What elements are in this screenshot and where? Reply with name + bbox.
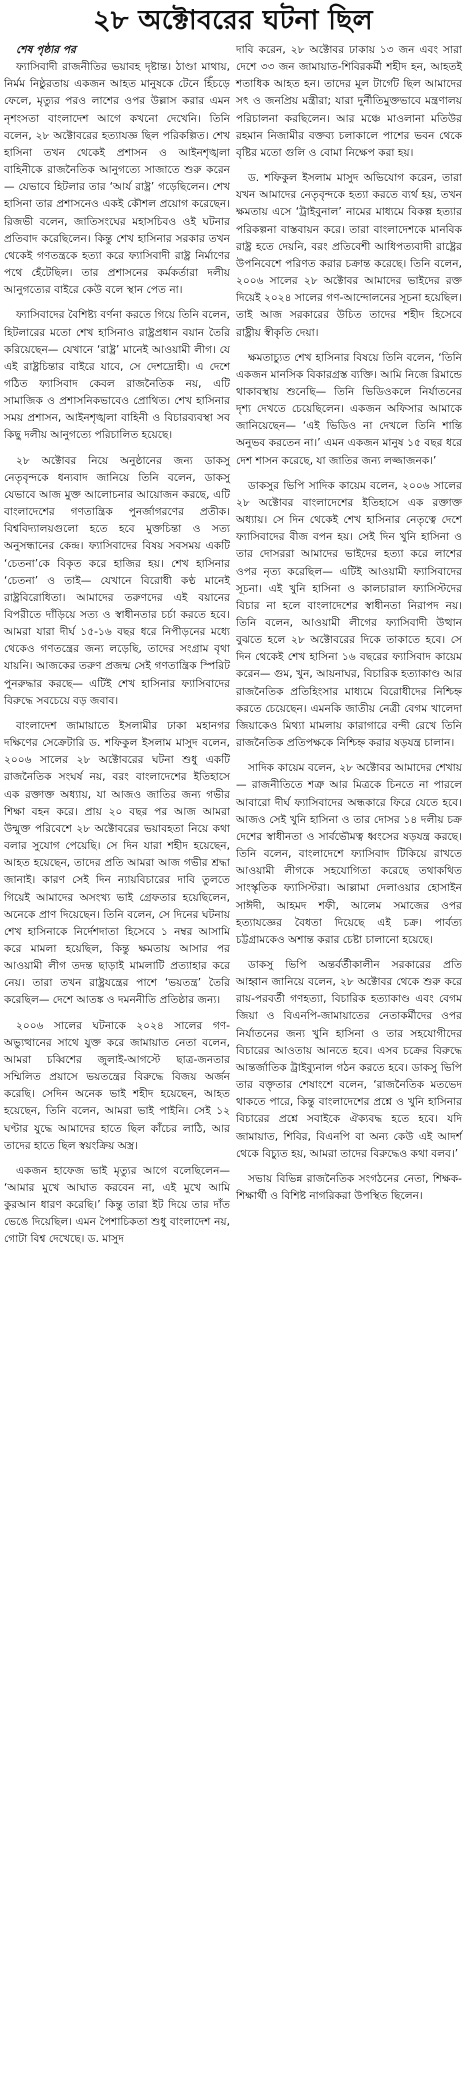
- left-column: [4, 42, 230, 1257]
- paragraph: ফ্যাসিবাদী রাজনীতির ভয়াবহ দৃষ্টান্ত। ঠাণ্ডা মাথায়, নির্মম নিষ্ঠুরতায় একজন আহত মানুষকে টেনে হিঁচড়ে ফেলে, মৃত্যুর পরও লাশের ওপর উল্লাস করার এমন নৃশংসতা বাংলাদেশ আগে কখনো দেখেনি। তিনি বলেন, ২৮ অক্টোবরের হত্যাযজ্ঞ ছিল পরিকল্পিত। শেখ হাসিনা তখন থেকেই প্রশাসন ও আইনশৃঙ্খলা বাহিনীকে রাজনৈতিক আনুগত্যে সাজাতে শুরু করেন— যেভাবে হিটলার তার ‘আর্য রাষ্ট্র’ গড়েছিলেন। শেখ হাসিনা তার প্রশাসনেও একই কৌশল প্রয়োগ করেছেন। রিজভী বলেন, জাতিসংঘের মহাসচিবও ওই ঘটনার প্রতিবাদ করেছিলেন। কিন্তু শেখ হাসিনার সরকার তখন থেকেই গণতন্ত্রকে হত্যা করে ফ্যাসিবাদী রাষ্ট্র নির্মাণের পথে হেঁটেছিল। তার প্রশাসনের কর্মকর্তারা দলীয় আনুগত্যের বাইরে কেউ বলে স্থান পেত না।: [4, 61, 230, 297]
- paragraph: একজন হাফেজ ভাই মৃত্যুর আগে বলেছিলেন— ‘আমার মুখে আঘাত করবেন না, এই মুখে আমি কুরআন ধারণ করেছি।’ কিন্তু তারা ইট দিয়ে তার দাঁত ভেঙে দিয়েছিল। এমন পৈশাচিকতা শুধু বাংলাদেশ নয়, গোটা বিশ্ব দেখেছে। ড. মাসুদ: [4, 1164, 230, 1246]
- paragraph: ২০০৬ সালের ঘটনাকে ২০২৪ সালের গণ-অভ্যুত্থানের সাথে যুক্ত করে জামায়াত নেতা বলেন, আমরা চব্বিশের জুলাই-আগস্টে ছাত্র-জনতার সম্মিলিত প্রয়াসে ভয়তন্ত্রের বিরুদ্ধে বিজয় অর্জন করেছি। সেদিন অনেক ভাই শহীদ হয়েছেন, আহত হয়েছেন, তিনি বলেন, আমরা ভাই পাইনি। সেই ১২ ঘণ্টার যুদ্ধে আমাদের হাতে ছিল কাঁচের লাঠি, আর তাদের হাতে ছিল স্বয়ংক্রিয় অস্ত্র।: [4, 1019, 230, 1152]
- paragraph: ড. শফিকুল ইসলাম মাসুদ অভিযোগ করেন, তারা যখন আমাদের নেতৃবৃন্দকে হত্যা করতে ব্যর্থ হয়, তখন ক্ষমতায় এসে ‘ট্রাইবুনাল’ নামের মাধ্যমে বিকল্প হত্যার পরিকল্পনা বাস্তবায়ন করে। তারা বাংলাদেশকে মানবিক রাষ্ট্র হতে দেয়নি, বরং প্রতিবেশী আধিপত্যবাদী রাষ্ট্রের উপনিবেশে পরিণত করার চক্রান্ত করেছে। তিনি বলেন, ২০০৬ সালের ২৮ অক্টোবর আমাদের ভাইদের রক্ত দিয়েই ২০২৪ সালের গণ-আন্দোলনের সূচনা হয়েছিল। তাই আজ সরকারের উচিত তাদের শহীদ হিসেবে রাষ্ট্রীয় স্বীকৃতি দেয়া।: [236, 172, 462, 339]
- paragraph: ২৮ অক্টোবর নিয়ে অনুষ্ঠানের জন্য ডাকসু নেতৃবৃন্দকে ধন্যবাদ জানিয়ে তিনি বলেন, ডাকসু যেভাবে আজ মুক্ত আলোচনার আয়োজন করছে, এটি বাংলাদেশের গণতান্ত্রিক পুনর্জাগরণের প্রতীক। বিশ্ববিদ্যালয়গুলো হতে হবে মুক্তচিন্তা ও সত্য অনুসন্ধানের কেন্দ্র। ফ্যাসিবাদের বিষয় সবসময় একটি ‘চেতনা’কে বিকৃত করে হাজির হয়। শেখ হাসিনার ‘চেতনা’ ও তাই— যেখানে বিরোধী কণ্ঠ মানেই রাষ্ট্রবিরোধিতা। আমাদের তরুণদের এই বয়ানের বিপরীতে দাঁড়িয়ে সত্য ও স্বাধীনতার চর্চা করতে হবে। আমরা যারা দীর্ঘ ১৫-১৬ বছর ধরে নিপীড়নের মধ্যে থেকেও গণতন্ত্রের জন্য লড়েছি, তাদের সংগ্রাম বৃথা যায়নি। আজকের তরুণ প্রজন্ম সেই গণতান্ত্রিক স্পিরিট পুনরুদ্ধার করছে— এটিই শেখ হাসিনার ফ্যাসিবাদের বিরুদ্ধে সবচেয়ে বড় জবাব।: [4, 454, 230, 707]
- paragraph: সভায় বিভিন্ন রাজনৈতিক সংগঠনের নেতা, শিক্ষক-শিক্ষার্থী ও বিশিষ্ট নাগরিকরা উপস্থিত ছিলেন।: [236, 1172, 462, 1202]
- paragraph: ডাকসু ভিপি অন্তর্বর্তীকালীন সরকারের প্রতি আহ্বান জানিয়ে বলেন, ২৮ অক্টোবর থেকে শুরু করে রায়-পরবর্তী গণহত্যা, বিচারিক হত্যাকাণ্ড এবং বেগম জিয়া ও বিএনপি-জামায়াতের নেতাকর্মীদের ওপর নির্যাতনের জন্য খুনি হাসিনা ও তার সহযোগীদের বিচারের আওতায় আনতে হবে। এসব চক্রের বিরুদ্ধে আন্তর্জাতিক ট্রাইব্যুনাল গঠন করতে হবে। ডাকসু ভিপি তার বক্তৃতার শেষাংশে বলেন, ‘রাজনৈতিক মতভেদ থাকতে পারে, কিন্তু বাংলাদেশের প্রশ্নে ও খুনি হাসিনার বিচারের প্রশ্নে সবাইকে ঐক্যবদ্ধ হতে হবে। যদি জামায়াত, শিবির, বিএনপি বা অন্য কেউ এই আদর্শ থেকে বিচ্যুত হয়, আমরা তাদের বিরুদ্ধেও কথা বলব।’: [236, 958, 462, 1160]
- paragraph: দাবি করেন, ২৮ অক্টোবর ঢাকায় ১৩ জন এবং সারা দেশে ৩৩ জন জামায়াত-শিবিরকর্মী শহীদ হন, আহতই শতাধিক আহত হন। তাদের মূল টার্গেট ছিল আমাদের সৎ ও জনপ্রিয় মন্ত্রীরা; যারা দুর্নীতিমুক্তভাবে মন্ত্রণালয় পরিচালনা করছিলেন। আর মঞ্চে মাওলানা মতিউর রহমান নিজামীর বক্তব্য চলাকালে পাশের ভবন থেকে বৃষ্টির মতো গুলি ও বোমা নিক্ষেপ করা হয়।: [236, 44, 462, 159]
- paragraph: ফ্যাসিবাদের বৈশিষ্ট্য বর্ণনা করতে গিয়ে তিনি বলেন, হিটলারের মতো শেখ হাসিনাও রাষ্ট্রপ্রধান বয়ান তৈরি করিয়েছেন— যেখানে ‘রাষ্ট্র’ মানেই আওয়ামী লীগ। যে এই রাষ্ট্রচিন্তার বাইরে যাবে, সে দেশদ্রোহী। এ দেশে গঠিত ফ্যাসিবাদ কেবল রাজনৈতিক নয়, এটি সামাজিক ও প্রশাসনিকভাবেও প্রোথিত। শেখ হাসিনার সময় প্রশাসন, আইনশৃঙ্খলা বাহিনী ও বিচারব্যবস্থা সব কিছু দলীয় আনুগত্যে পরিচালিত হয়েছে।: [4, 309, 230, 442]
- article-headline: ২৮ অক্টোবরের ঘটনা ছিল: [93, 5, 373, 36]
- paragraph: বাংলাদেশ জামায়াতে ইসলামীর ঢাকা মহানগর দক্ষিণের সেক্রেটারি ড. শফিকুল ইসলাম মাসুদ বলেন, ২০০৬ সালের ২৮ অক্টোবরের ঘটনা শুধু একটি রাজনৈতিক সংঘর্ষ নয়, বরং বাংলাদেশের ইতিহাসে এক রক্তাক্ত অধ্যায়, যা আজও জাতির জন্য গভীর শিক্ষা বহন করে। প্রায় ২০ বছর পর আজ আমরা উন্মুক্ত পরিবেশে ২৮ অক্টোবরের ভয়াবহতা নিয়ে কথা বলার সুযোগ পেয়েছি। সে দিন যারা শহীদ হয়েছেন, আহত হয়েছেন, তাদের প্রতি আমরা আজ গভীর শ্রদ্ধা জানাই। কারণ সেই দিন ন্যায়বিচারের দাবি তুলতে গিয়েই আমাদের অসংখ্য ভাই গ্রেফতার হয়েছিলেন, অনেকে প্রাণ দিয়েছেন। তিনি বলেন, সে দিনের ঘটনায় শেখ হাসিনাকে নির্দেশদাতা হিসেবে ১ নম্বর আসামি করে মামলা হয়েছিল, কিন্তু ক্ষমতায় আসার পর আওয়ামী লীগ তদন্ত ছাড়াই মামলাটি প্রত্যাহার করে নেয়। তারা তখন রাষ্ট্রযন্ত্রের পাশে ‘ভয়তন্ত্র’ তৈরি করেছিল— দেশে আতঙ্ক ও দমননীতি প্রতিষ্ঠার জন্য।: [4, 719, 230, 1007]
- paragraph: ডাকসুর ভিপি সাদিক কায়েম বলেন, ২০০৬ সালের ২৮ অক্টোবর বাংলাদেশের ইতিহাসে এক রক্তাক্ত অধ্যায়। সে দিন থেকেই শেখ হাসিনার নেতৃত্বে দেশে ফ্যাসিবাদের বীজ বপন হয়। সেই দিন খুনি হাসিনা ও তার দোসররা আমাদের ভাইদের হত্যা করে লাশের ওপর নৃত্য করেছিল— এটিই আওয়ামী ফ্যাসিবাদের সূচনা। এই খুনি হাসিনা ও কালচারাল ফ্যাসিস্টদের বিচার না হলে বাংলাদেশের স্বাধীনতা নিরাপদ নয়। তিনি বলেন, আওয়ামী লীগের ফ্যাসিবাদী উত্থান বুঝতে হলে ২৮ অক্টোবরের দিকে তাকাতে হবে। সে দিন থেকেই শেখ হাসিনা ১৬ বছরের ফ্যাসিবাদ কায়েম করেন— গুম, খুন, আয়নাঘর, বিচারিক হত্যাকাণ্ড আর রাজনৈতিক প্রতিহিংসার মাধ্যমে বিরোধীদের নিশ্চিহ্ন করতে চেয়েছেন। এমনকি জাতীয় নেত্রী বেগম খালেদা জিয়াকেও মিথ্যা মামলায় কারাগারে বন্দী রেখে তিনি রাজনৈতিক প্রতিপক্ষকে নিশ্চিহ্ন করার ষড়যন্ত্র চালান।: [236, 479, 462, 750]
- article-body: [4, 42, 462, 1257]
- paragraph: সাদিক কায়েম বলেন, ২৮ অক্টোবর আমাদের শেখায়— রাজনীতিতে শত্রু আর মিত্রকে চিনতে না পারলে আবারো দীর্ঘ ফ্যাসিবাদের অন্ধকারে ফিরে যেতে হবে। আজও সেই খুনি হাসিনা ও তার দোসর ১৪ দলীয় চক্র দেশের স্বাধীনতা ও সার্বভৌমত্ব ধ্বংসের ষড়যন্ত্র করছে। তিনি বলেন, বাংলাদেশে ফ্যাসিবাদ টিকিয়ে রাখতে আওয়ামী লীগকে সহযোগিতা করেছে তথাকথিত সাংস্কৃতিক ফ্যাসিস্টরা। আল্লামা দেলাওয়ার হোসাইন সাঈদী, আহমদ শফী, আলেম সমাজের ওপর হত্যাযজ্ঞের বৈধতা দিয়েছে এই চক্র। পার্বত্য চট্টগ্রামকেও অশান্ত করার চেষ্টা চালানো হয়েছে।: [236, 762, 462, 946]
- paragraph: ক্ষমতাচ্যুত শেখ হাসিনার বিষয়ে তিনি বলেন, ‘তিনি একজন মানসিক বিকারগ্রস্ত ব্যক্তি। আমি নিজে রিমান্ডে থাকাবস্থায় শুনেছি— তিনি ভিডিওকলে নির্যাতনের দৃশ্য দেখতে চেয়েছিলেন। একজন অফিসার আমাকে জানিয়েছেন— ‘এই ভিডিও না দেখলে তিনি শান্তি অনুভব করতেন না।’ এমন একজন মানুষ ১৫ বছর ধরে দেশ শাসন করেছে, যা জাতির জন্য লজ্জাজনক।’: [236, 351, 462, 467]
- right-column: [236, 42, 462, 1257]
- continuation-kicker: শেষ পৃষ্ঠার পর: [16, 44, 76, 56]
